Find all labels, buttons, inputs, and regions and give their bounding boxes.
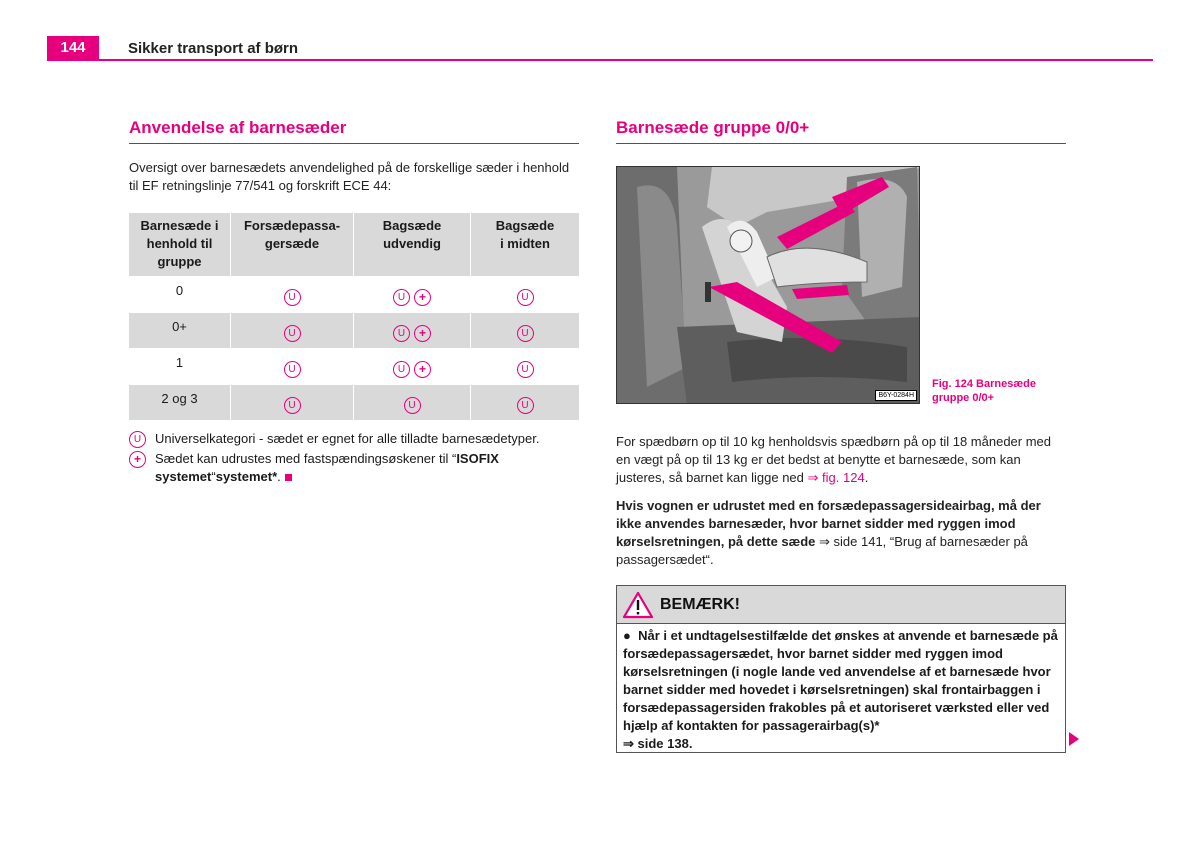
note-box [616,585,1066,753]
section-title-group00: Barnesæde gruppe 0/0+ [616,118,1066,144]
universal-symbol-icon: U [517,361,534,378]
seat-cell-front [231,313,354,349]
section-end-mark-icon [285,474,292,481]
table-row [129,349,579,385]
table-row [129,277,579,313]
header-front-seat: Forsædepassa- gersæde [231,213,354,277]
running-header: Sikker transport af børn [128,40,299,57]
seat-cell-rear-middle [471,277,580,313]
universal-symbol-icon: U [393,325,410,342]
table-row [129,313,579,349]
universal-symbol-icon: U [517,325,534,342]
seat-cell-rear-outer [354,313,471,349]
right-column [616,118,1066,144]
group-cell: 1 [129,349,231,385]
paragraph-infants: For spædbørn op til 10 kg henholdsvis spædbørn på op til 18 måneder med en vægt på op til 13 kg er det bedst at benytte et barnesæde, som kan justeres, så barnet kan ligge ned ⇒ fig. 124. [616,434,1052,485]
header-rear-middle: Bagsæde i midten [471,213,580,277]
isofix-plus-icon: + [414,325,431,342]
universal-symbol-icon: U [517,397,534,414]
isofix-plus-icon: + [414,289,431,306]
group-cell: 0+ [129,313,231,349]
isofix-plus-icon: + [414,361,431,378]
figure-caption: Fig. 124 Barnesæde gruppe 0/0+ [932,378,1036,404]
seat-cell-front [231,385,354,421]
seat-cell-rear-middle [471,349,580,385]
legend-universal-text: Universelkategori - sædet er egnet for alle tilladte barnesædetyper. [155,431,540,446]
legend-isofix [129,450,579,486]
symbol-legend [129,430,579,486]
seat-cell-rear-middle [471,385,580,421]
seat-cell-front [231,349,354,385]
note-page-reference[interactable]: ⇒ side 138. [623,736,693,751]
universal-symbol-icon: U [284,289,301,306]
warning-triangle-icon [622,591,654,619]
seat-cell-rear-outer [354,277,471,313]
note-header [617,586,1065,624]
figure-code: B6Y-0284H [875,390,917,401]
page-reference-link[interactable]: ⇒ side 141, “Brug af barnesæder på passagersædet“. [616,534,1028,567]
seat-cell-rear-outer [354,349,471,385]
note-text: Når i et undtagelsestilfælde det ønskes at anvende et barnesæde på forsædepassagersædet, hvor barnet sidder med ryggen imod kørselsretningen (i nogle lande ved anvendelse af et barnesæde hvor barnet sidder med hovedet i kørselsretningen) skal frontairbaggen i forsædepassagersiden frakobles på et autoriseret værksted eller ved hjælp af kontakten for passagerairbag(s)* [623,628,1058,733]
header-rule [47,59,1153,61]
left-column [129,118,579,488]
universal-symbol-icon: U [404,397,421,414]
table-row [129,385,579,421]
table-intro: Oversigt over barnesædets anvendelighed på de forskellige sæder i henhold til EF retningslinje 77/541 og forskrift ECE 44: [129,160,570,193]
seat-usage-table [129,213,579,420]
continue-arrow-icon [1069,732,1079,746]
legend-universal [129,430,579,448]
figure-child-seat-photo [616,166,920,404]
seat-cell-rear-middle [471,313,580,349]
seat-cell-rear-outer [354,385,471,421]
paragraph-airbag-warning: Hvis vognen er udrustet med en forsædepassagersideairbag, må der ikke anvendes barnesæder, hvor barnet sidder med ryggen imod kørselsretningen, på dette sæde ⇒ side 141, “Brug af barnesæder på passagersædet“. [616,498,1041,567]
header-group: Barnesæde i henhold til gruppe [129,213,231,277]
child-seat-illustration [617,167,920,404]
note-heading: BEMÆRK! [660,595,740,613]
universal-symbol-icon: U [129,431,146,448]
universal-symbol-icon: U [393,361,410,378]
universal-symbol-icon: U [284,397,301,414]
universal-symbol-icon: U [284,361,301,378]
figure-link[interactable]: ⇒ fig. 124 [807,470,865,485]
legend-isofix-text: Sædet kan udrustes med fastspændingsøskener til “ISOFIX systemet“systemet*. [155,451,499,484]
section-title-usage: Anvendelse af barnesæder [129,118,579,144]
universal-symbol-icon: U [393,289,410,306]
seat-cell-front [231,277,354,313]
seat-table-body [129,277,579,421]
header-rear-outer: Bagsæde udvendig [354,213,471,277]
note-body [617,624,1065,753]
bullet-icon: ● [623,628,631,643]
group-cell: 2 og 3 [129,385,231,421]
universal-symbol-icon: U [517,289,534,306]
page-number: 144 [47,36,99,60]
universal-symbol-icon: U [284,325,301,342]
isofix-plus-icon: + [129,451,146,468]
group-cell: 0 [129,277,231,313]
